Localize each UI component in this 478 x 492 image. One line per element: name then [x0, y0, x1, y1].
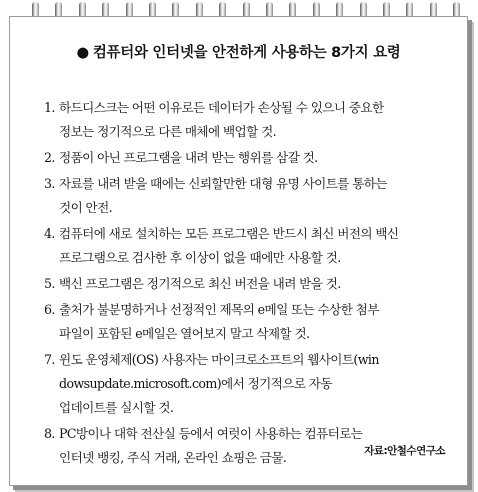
tip-number: 6. — [44, 302, 55, 317]
tips-list — [44, 96, 454, 472]
tip-item-5 — [44, 272, 454, 296]
tip-text-line: 하드디스크는 어떤 이유로든 데이터가 손상될 수 있으니 중요한 — [59, 100, 384, 115]
tip-number: 4. — [44, 226, 55, 241]
tip-text-line: PC방이나 대학 전산실 등에서 여럿이 사용하는 컴퓨터로는 — [59, 426, 363, 441]
tip-item-3 — [44, 172, 454, 220]
tip-number: 5. — [44, 276, 55, 291]
tip-text-line: 인터넷 뱅킹, 주식 거래, 온라인 쇼핑은 금물. — [59, 450, 287, 465]
tip-text-line: 정보는 정기적으로 다른 매체에 백업할 것. — [59, 124, 277, 139]
tip-text-line: 것이 안전. — [59, 200, 113, 215]
tip-text-line: 정품이 아닌 프로그램을 내려 받는 행위를 삼갈 것. — [59, 150, 318, 165]
tip-number: 7. — [44, 352, 55, 367]
tip-text-line: 백신 프로그램은 정기적으로 최신 버전을 내려 받을 것. — [59, 276, 341, 291]
source-credit: 자료:안철수연구소 — [364, 445, 445, 457]
tip-number: 8. — [44, 426, 55, 441]
tip-text-line: 출처가 불분명하거나 선정적인 제목의 e메일 또는 수상한 첨부 — [59, 302, 379, 317]
tip-text-line: 자료를 내려 받을 때에는 신뢰할만한 대형 유명 사이트를 통하는 — [59, 176, 387, 191]
tip-text-line: 업데이트를 실시할 것. — [59, 400, 174, 415]
tip-item-2 — [44, 146, 454, 170]
bullet-icon: ● — [76, 45, 89, 61]
card-title-text: 컴퓨터와 인터넷을 안전하게 사용하는 8가지 요령 — [92, 45, 401, 61]
tip-text-line: 프로그램으로 검사한 후 이상이 없을 때에만 사용할 것. — [59, 250, 341, 265]
tip-text-line: 윈도 운영체제(OS) 사용자는 마이크로소프트의 웹사이트(win — [59, 352, 379, 367]
tip-text-line: 컴퓨터에 새로 설치하는 모든 프로그램은 반드시 최신 버전의 백신 — [59, 226, 399, 241]
tip-number: 2. — [44, 150, 55, 165]
tip-item-7 — [44, 348, 454, 420]
tip-text-line: 파일이 포함된 e메일은 열어보지 말고 삭제할 것. — [59, 326, 310, 341]
tip-item-4 — [44, 222, 454, 270]
card-title — [10, 41, 467, 62]
tip-number: 1. — [44, 100, 55, 115]
tip-text-line: dowsupdate.microsoft.com)에서 정기적으로 자동 — [59, 376, 332, 391]
notepad-card — [9, 16, 468, 486]
tip-item-1 — [44, 96, 454, 144]
tip-item-6 — [44, 298, 454, 346]
tip-number: 3. — [44, 176, 55, 191]
